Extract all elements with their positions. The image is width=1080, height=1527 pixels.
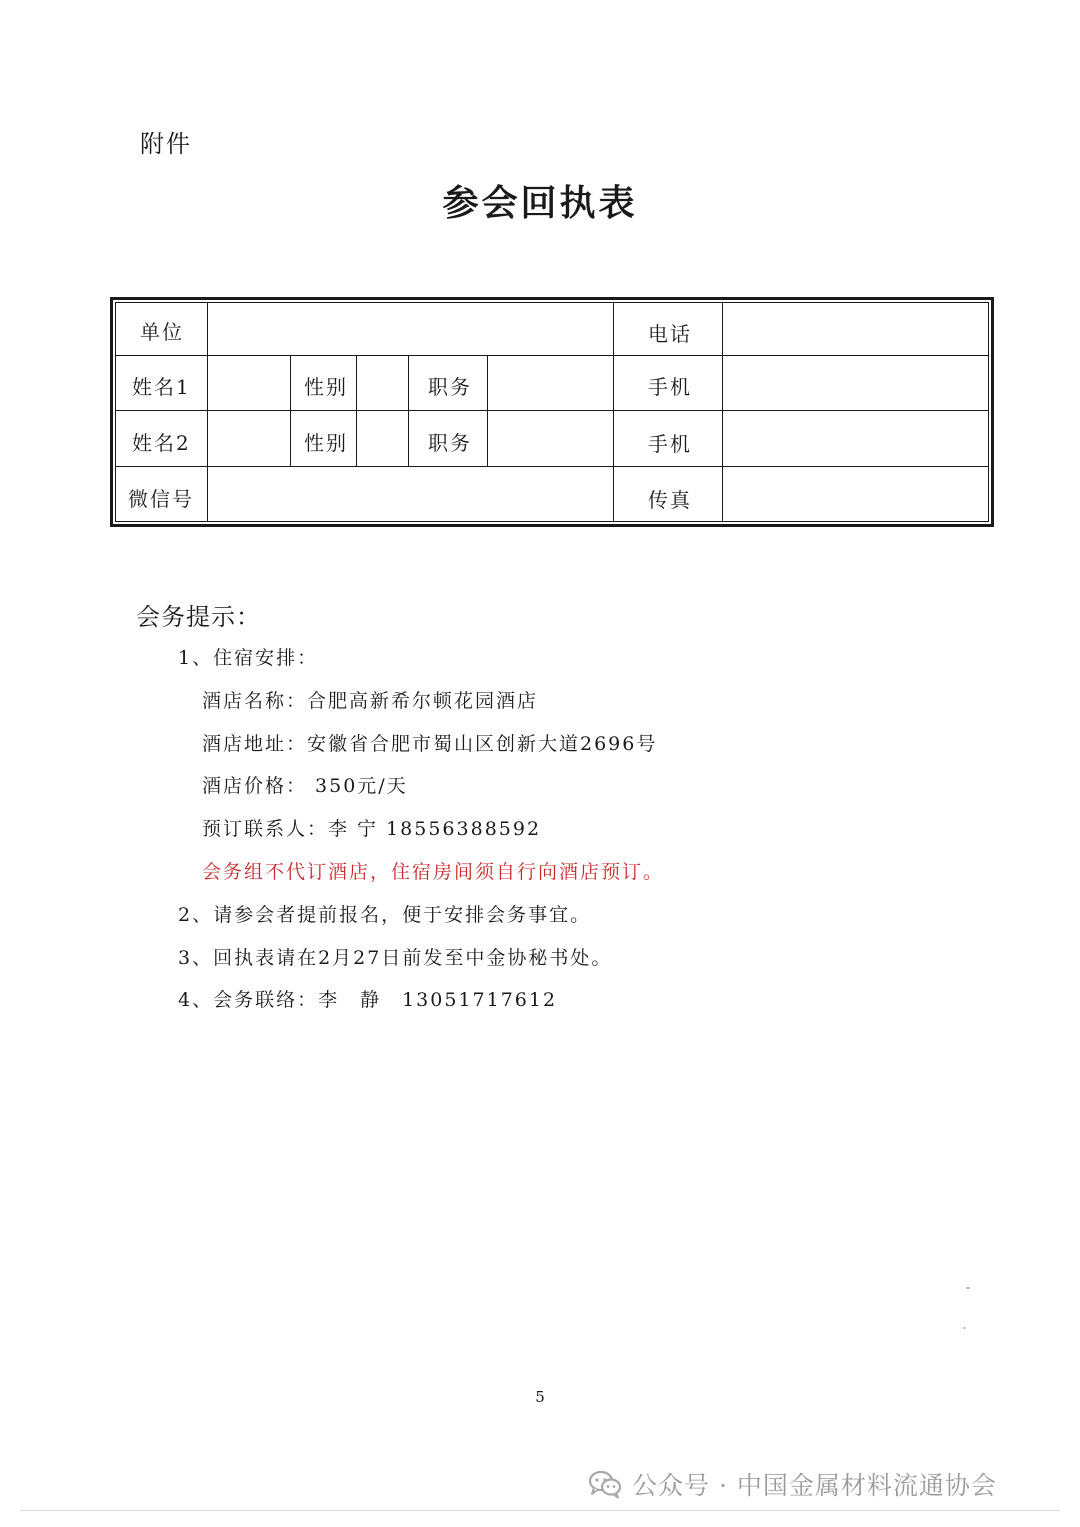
mobile-1-label: 手机 (648, 375, 692, 399)
booking-contact: 预订联系人：李 宁 18556388592 (202, 818, 542, 840)
watermark-text: 公众号 · 中国金属材料流通协会 (632, 1471, 997, 1500)
scan-edge (20, 1510, 1060, 1511)
notes-heading: 会务提示： (136, 603, 261, 631)
column-divider (722, 302, 723, 522)
gender-1-field[interactable] (358, 357, 407, 409)
page-title: 参会回执表 (442, 182, 638, 224)
position-1-field[interactable] (489, 357, 612, 409)
hotel-name: 酒店名称：合肥高新希尔顿花园酒店 (202, 690, 539, 712)
page-number: 5 (535, 1388, 545, 1406)
row-divider (115, 410, 989, 411)
booking-notice: 会务组不代订酒店，住宿房间须自行向酒店预订。 (202, 861, 665, 883)
name-2-field[interactable] (209, 412, 289, 465)
gender-2-label: 性别 (304, 431, 348, 455)
fax-field[interactable] (724, 468, 988, 521)
scan-speck (963, 1327, 966, 1329)
name-1-label: 姓名1 (132, 375, 191, 399)
phone-label: 电话 (648, 322, 692, 346)
wechat-label: 微信号 (128, 487, 194, 511)
column-divider (487, 355, 488, 466)
note-item-3: 3、回执表请在2月27日前发至中金协秘书处。 (178, 947, 613, 969)
gender-1-label: 性别 (304, 375, 348, 399)
column-divider (408, 355, 409, 466)
gender-2-field[interactable] (358, 412, 407, 465)
fax-label: 传真 (648, 488, 692, 512)
watermark (588, 1464, 997, 1504)
unit-field[interactable] (209, 303, 612, 354)
hotel-address: 酒店地址：安徽省合肥市蜀山区创新大道2696号 (202, 733, 658, 755)
column-divider (356, 355, 357, 466)
attachment-label: 附件 (140, 130, 192, 158)
name-1-field[interactable] (209, 357, 289, 409)
column-divider (290, 355, 291, 466)
unit-label: 单位 (140, 320, 184, 344)
position-1-label: 职务 (428, 375, 472, 399)
row-divider (115, 466, 989, 467)
row-divider (115, 355, 989, 356)
position-2-field[interactable] (489, 412, 612, 465)
mobile-2-label: 手机 (648, 432, 692, 456)
column-divider (207, 302, 208, 522)
position-2-label: 职务 (428, 431, 472, 455)
name-2-label: 姓名2 (132, 431, 191, 455)
note-item-1: 1、住宿安排： (178, 647, 319, 669)
note-item-4: 4、会务联络：李 静 13051717612 (178, 989, 558, 1011)
hotel-price: 酒店价格： 350元/天 (202, 775, 408, 797)
mobile-2-field[interactable] (724, 412, 988, 465)
column-divider (613, 302, 614, 522)
wechat-field[interactable] (209, 468, 612, 521)
mobile-1-field[interactable] (724, 357, 988, 409)
phone-field[interactable] (724, 303, 988, 354)
note-item-2: 2、请参会者提前报名，便于安排会务事宜。 (178, 904, 592, 926)
wechat-icon (588, 1469, 622, 1499)
scan-speck (966, 1287, 970, 1289)
